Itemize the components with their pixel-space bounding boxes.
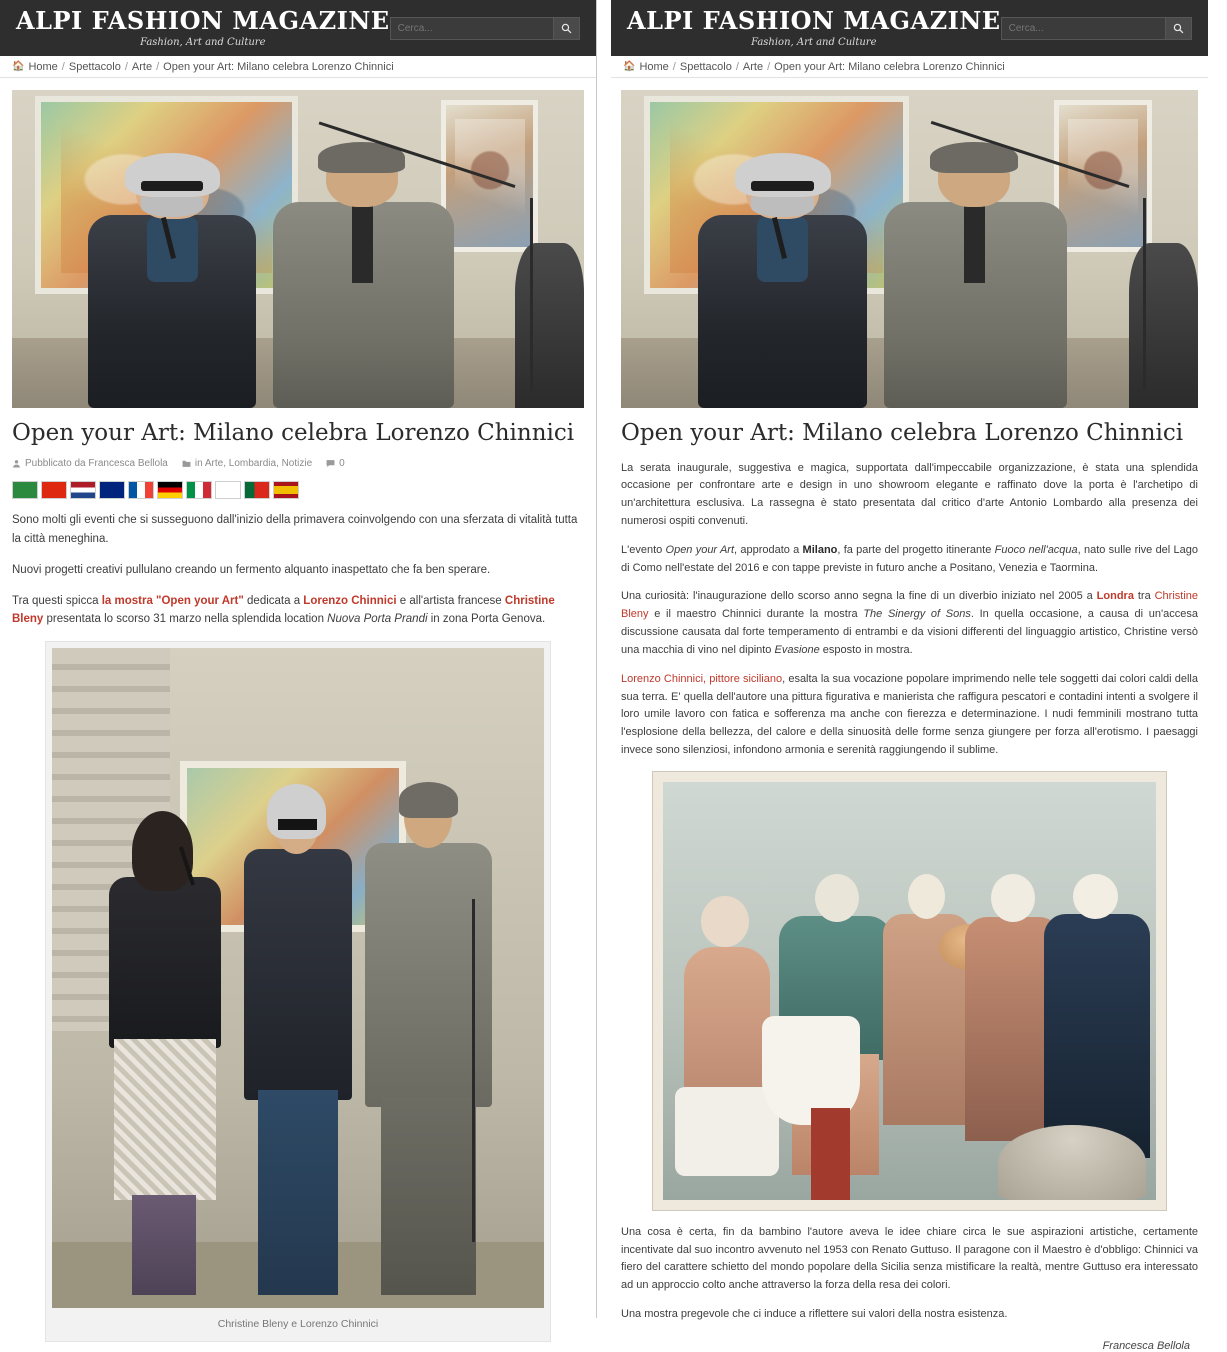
p3-text-5: esposto in mostra. (819, 643, 913, 656)
breadcrumb-item-arte[interactable]: Arte (742, 60, 764, 73)
paragraph-5: Una cosa è certa, fin da bambino l'autore aveva le idee chiare circa le sue aspirazioni artistiche, certamente incentivate dal suo incontro avvenuto nel 1953 con Renato Guttuso. Il paragone con il Maestro è d'obbligo: Chinnici va fiero del carattere schietto del mondo popolare della Sicilia senza mistificare la realtà, mentre Guttuso era interessato ad un approccio colto anche attraverso la forza della resa dei colori. (621, 1225, 1198, 1292)
paragraph-2 (621, 542, 1198, 578)
flag-esperanto[interactable] (12, 481, 38, 499)
figure-image (52, 648, 544, 1308)
link-lorenzo-chinnici-pittore[interactable]: Lorenzo Chinnici, pittore siciliano (621, 672, 783, 685)
p4-text-1: , esalta la sua vocazione popolare imprimendo nelle tele soggetti dai colori caldi della sua terra. E' quella dell'autore una pittura figurativa e manierista che raffigura pescatori e contadini intenti a svolgere il loro umile lavoro con fatica e sofferenza ma anche con fierezza e determinazione. I nudi femminili mostrano tutta l'esplosione della bellezza, del calore e della sinuosità delle forme senza giungere per forza all'erotismo. I paesaggi invece sono silenziosi, infondono armonia e serenità raggiungendo il sublime. (621, 672, 1198, 756)
person-lorenzo-chinnici (239, 794, 357, 1296)
search-input[interactable] (391, 23, 553, 34)
flag-japan[interactable] (215, 481, 241, 499)
brand-title: ALPI FASHION MAGAZINE (16, 5, 390, 35)
p3-text-3: e il maestro Chinnici durante la mostra (648, 608, 864, 621)
person-christine-bleny (101, 820, 229, 1295)
breadcrumb-item-current: Open your Art: Milano celebra Lorenzo Chinnici (774, 60, 1005, 73)
p2-text-1: L'evento (621, 543, 666, 556)
search-button[interactable] (553, 18, 579, 39)
search-input[interactable] (1002, 23, 1165, 34)
link-mostra-open-your-art[interactable]: la mostra "Open your Art" (101, 594, 244, 607)
site-header (0, 0, 596, 56)
p3-text-3: e all'artista francese (396, 594, 505, 607)
hero-photo (12, 90, 584, 408)
search-button[interactable] (1165, 18, 1191, 39)
site-brand[interactable] (10, 5, 390, 48)
meta-categories-label: in Arte, Lombardia, Notizie (194, 457, 313, 469)
site-brand[interactable] (621, 5, 1001, 48)
link-christine-bleny[interactable]: Christine Bleny (621, 590, 1199, 621)
flag-france[interactable] (128, 481, 154, 499)
flag-united-kingdom[interactable] (99, 481, 125, 499)
search-box[interactable] (390, 17, 580, 40)
brand-subtitle: Fashion, Art and Culture (140, 36, 266, 48)
site-header (611, 0, 1208, 56)
mic-stand-pole (472, 899, 475, 1242)
p3-text-2: dedicata a (243, 594, 304, 607)
painting-red-garment (811, 1108, 850, 1200)
right-page-column (611, 0, 1208, 1352)
person-lorenzo-chinnici (690, 160, 875, 408)
p3-em-location: Nuova Porta Prandi (327, 613, 428, 626)
bystander-figure (1129, 243, 1198, 408)
home-icon: 🏠 (12, 61, 25, 72)
person-antonio-lombardo (881, 147, 1071, 408)
breadcrumb-item-home[interactable]: Home (639, 60, 669, 73)
meta-comments-count: 0 (339, 457, 345, 469)
flag-netherlands[interactable] (70, 481, 96, 499)
breadcrumb (611, 56, 1208, 78)
meta-author-label: Pubblicato da Francesca Bellola (25, 457, 168, 469)
comment-icon (326, 459, 335, 468)
painting-figure-5 (1038, 874, 1156, 1158)
left-page-column (0, 0, 597, 1331)
link-lorenzo-chinnici[interactable]: Lorenzo Chinnici (303, 594, 397, 607)
search-box[interactable] (1001, 17, 1192, 40)
p2-text-2: , approdato a (734, 543, 803, 556)
p2-bold-milano: Milano (802, 543, 838, 556)
page-title: Open your Art: Milano celebra Lorenzo Chinnici (12, 420, 575, 446)
paragraph-3 (621, 588, 1198, 659)
paragraph-1: La serata inaugurale, suggestiva e magica, supportata dall'impeccabile organizzazione, è stata una splendida occasione per confrontare arte e design in uno showroom elegante e raffinato dove la porta è l'archetipo di un'architettura esclusiva. La rassegna è stato presentata dal critico d'arte Antonio Lombardo alla presenza dei numerosi ospiti convenuti. (621, 461, 1198, 528)
breadcrumb-separator: / (767, 60, 771, 73)
breadcrumb (0, 56, 596, 78)
breadcrumb-separator: / (156, 60, 160, 73)
flag-portugal[interactable] (244, 481, 270, 499)
p3-text-5: in zona Porta Genova. (427, 613, 546, 626)
p3-text-4: presentata lo scorso 31 marzo nella splendida location (43, 613, 328, 626)
breadcrumb-separator: / (61, 60, 65, 73)
person-antonio-lombardo (269, 147, 458, 408)
p3-em-mostra: The Sinergy of Sons (863, 608, 971, 621)
link-christine-bleny[interactable]: Christine Bleny (12, 594, 555, 626)
flag-china[interactable] (41, 481, 67, 499)
painting-basin (998, 1125, 1146, 1200)
breadcrumb-item-home[interactable]: Home (28, 60, 58, 73)
article-signature: Francesca Bellola (1102, 1339, 1190, 1352)
p3-text-1: Tra questi spicca (12, 594, 102, 607)
flag-italy[interactable] (186, 481, 212, 499)
mic-stand-pole (530, 198, 533, 389)
paragraph-3 (12, 592, 584, 630)
figure-painting (653, 772, 1166, 1210)
breadcrumb-item-spettacolo[interactable]: Spettacolo (68, 60, 121, 73)
brand-title: ALPI FASHION MAGAZINE (627, 5, 1001, 35)
language-flags (12, 481, 584, 499)
hero-photo (621, 90, 1198, 408)
folder-icon (182, 459, 191, 468)
article-meta (12, 458, 584, 471)
figure-christine-bleny (45, 641, 551, 1342)
person-lorenzo-chinnici (81, 160, 264, 408)
mic-stand-pole (1143, 198, 1146, 389)
breadcrumb-separator: / (124, 60, 128, 73)
p3-text-1: Una curiosità: l'inaugurazione dello scorso anno segna la fine di un diverbio iniziato nel 2005 a (621, 590, 1097, 603)
meta-author[interactable] (12, 458, 168, 469)
p3-text-4: . In quella occasione, a causa di un'accesa discussione causata dal forte temperamento di entrambi e da visioni differenti del linguaggio artistico, Christine versò una macchia di vino nel dipinto (621, 608, 1198, 656)
paragraph-2: Nuovi progetti creativi pullulano creando un fermento alquanto inaspettato che fa ben sperare. (12, 563, 491, 576)
figure-caption: Christine Bleny e Lorenzo Chinnici (217, 1318, 379, 1331)
p2-text-3: , fa parte del progetto itinerante (837, 543, 995, 556)
p3-em-dipinto: Evasione (774, 643, 820, 656)
home-icon: 🏠 (623, 61, 636, 72)
p2-em-event: Open your Art (665, 543, 735, 556)
breadcrumb-item-arte[interactable]: Arte (131, 60, 153, 73)
search-icon (1173, 23, 1184, 34)
breadcrumb-separator: / (735, 60, 739, 73)
hero-scene (12, 90, 584, 408)
paragraph-1: Sono molti gli eventi che si susseguono dall'inizio della primavera coinvolgendo con una sferzata di vitalità tutta la città meneghina. (12, 513, 578, 545)
meta-categories[interactable] (182, 458, 312, 469)
bystander-figure (515, 243, 584, 408)
p2-em-project: Fuoco nell'acqua (994, 543, 1078, 556)
paragraph-4 (621, 671, 1198, 760)
breadcrumb-item-current: Open your Art: Milano celebra Lorenzo Chinnici (163, 60, 394, 73)
p2-text-4: , nato sulle rive del Lago di Como nell'estate del 2016 e con tappe previste in futuro anche a Positano, Venezia e Taormina. (621, 543, 1198, 574)
hero-scene (621, 90, 1198, 408)
meta-comments[interactable] (326, 458, 345, 469)
search-icon (561, 23, 572, 34)
flag-germany[interactable] (157, 481, 183, 499)
breadcrumb-item-spettacolo[interactable]: Spettacolo (679, 60, 732, 73)
brand-subtitle: Fashion, Art and Culture (751, 36, 877, 48)
painting-image (653, 772, 1166, 1210)
paragraph-6: Una mostra pregevole che ci induce a riflettere sui valori della nostra esistenza. (621, 1308, 1008, 1321)
user-icon (12, 459, 21, 468)
flag-spain[interactable] (273, 481, 299, 499)
link-londra[interactable]: Londra (1096, 590, 1134, 603)
breadcrumb-separator: / (672, 60, 676, 73)
p3-text-2: tra (1133, 590, 1155, 603)
page-title: Open your Art: Milano celebra Lorenzo Chinnici (621, 420, 1184, 446)
